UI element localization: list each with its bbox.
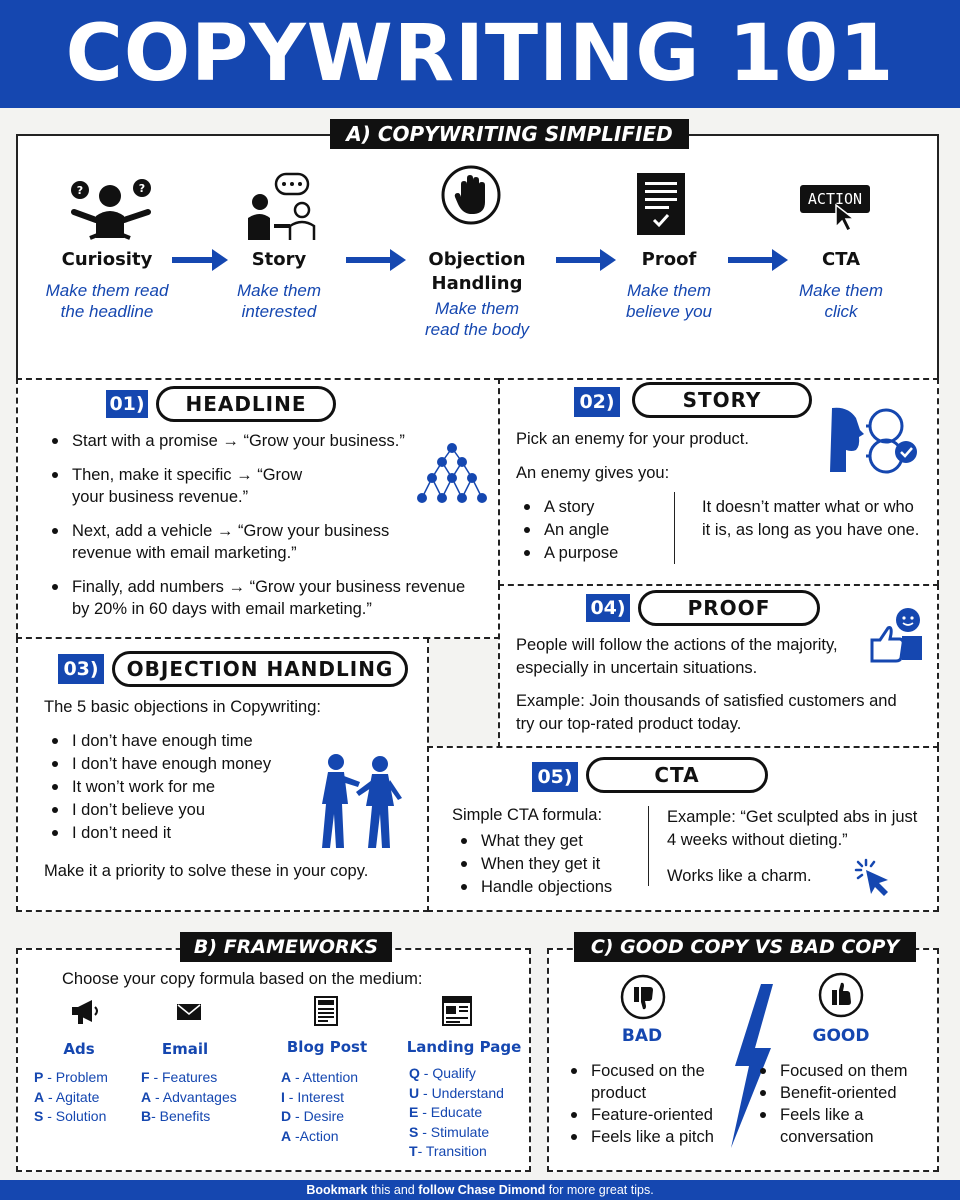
list-item: S - Solution [34,1108,107,1124]
svg-text:?: ? [138,182,146,195]
step-desc: Make them believe you [625,281,712,321]
section-title: PROOF [638,590,820,626]
bad-list [565,1060,735,1148]
action-cursor-icon [800,185,872,233]
section-number: 04) [586,594,630,622]
section-number: 01) [106,390,148,418]
footer-text: for more great tips. [545,1183,654,1197]
frameworks-intro: Choose your copy formula based on the medium: [62,970,423,988]
list-item: A - Attention [281,1069,359,1085]
section-number: 05) [532,762,578,792]
thumbs-down-icon [620,974,666,1020]
list-item: When they get it [455,853,612,875]
divider [648,806,649,886]
proof-text1: People will follow the actions of the majority, especially in uncertain situations. [516,636,838,677]
framework-list-ads [34,1068,108,1127]
list-item: Feels like a pitch [565,1126,735,1148]
step-desc: Make them interested [236,281,322,321]
framework-title: Landing Page [406,1038,522,1056]
list-item: Handle objections [455,876,612,898]
list-item: Focused on them [754,1060,924,1082]
step-curiosity [32,248,182,322]
step-title: Proof [641,249,697,270]
cta-list [455,830,612,898]
list-item: I - Interest [281,1088,345,1105]
step-objection [402,248,552,340]
flow-arrow [728,257,774,263]
storyteller-icon [246,172,320,242]
step-desc: Make them read the headline [45,281,169,321]
list-item: A purpose [518,542,618,564]
header-banner [0,0,960,108]
step-title: Curiosity [61,249,153,270]
section-title: OBJECTION HANDLING [112,651,408,687]
footer-bar [0,1180,960,1200]
story-note: It doesn’t matter what or who it is, as long as you have one. [702,498,920,539]
framework-title: Email [161,1040,209,1058]
step-cta [766,248,916,322]
thumbs-up-icon [818,972,864,1018]
action-badge: ACTION [800,185,870,213]
divider [674,492,675,564]
framework-list-landing [409,1064,504,1162]
list-item: F - Features [141,1069,218,1085]
list-item: What they get [455,830,612,852]
network-pyramid-icon [416,440,488,506]
svg-text:?: ? [76,184,84,197]
flow-arrow [346,257,392,263]
list-item: I don’t have enough money [46,753,271,775]
footer-follow-link[interactable]: follow Chase Dimond [418,1183,546,1197]
step-desc: Make them read the body [425,299,529,339]
list-item: Feature-oriented [565,1104,735,1126]
proof-text2: Example: Join thousands of satisfied customers and try our top-rated product today. [516,692,897,733]
section-title: STORY [632,382,812,418]
head-profile-icon [826,404,924,476]
section-title: CTA [586,757,768,793]
list-item: S - Stimulate [409,1123,490,1140]
section-a-label: A) COPYWRITING SIMPLIFIED [330,119,689,149]
objection-outro: Make it a priority to solve these in your copy. [44,862,369,880]
step-desc: Make them click [798,281,884,321]
arguing-people-icon [306,752,412,852]
section-title: HEADLINE [156,386,336,422]
list-item: An angle [518,519,618,541]
list-item: A - Advantages [141,1088,237,1105]
landing-page-icon [442,996,472,1026]
document-check-icon [636,172,686,236]
stop-hand-icon [440,164,502,226]
framework-title: Blog Post [286,1038,368,1056]
list-item: Next, add a vehicle → “Grow your business revenue with email marketing.” [46,520,486,564]
list-item: D - Desire [281,1108,345,1124]
curious-person-icon [66,176,156,242]
goodbad-label: C) GOOD COPY VS BAD COPY [574,932,916,962]
bad-title: BAD [621,1026,663,1046]
list-item: Benefit-oriented [754,1082,924,1104]
story-line2: An enemy gives you: [516,464,670,482]
step-title: Story [251,249,307,270]
list-item: A - Agitate [34,1088,100,1105]
list-item: It won’t work for me [46,776,271,798]
thumbs-up-smile-icon [868,606,924,664]
step-title: Objection Handling [428,249,526,294]
cta-note: Works like a charm. [667,867,812,885]
list-item: U - Understand [409,1084,504,1101]
story-line1: Pick an enemy for your product. [516,430,749,448]
cta-example: Example: “Get sculpted abs in just 4 weeks without dieting.” [667,808,918,849]
flow-arrow [172,257,214,263]
list-item: Then, make it specific → “Grow your business revenue.” [46,464,486,508]
objection-list [46,730,271,844]
list-item: I don’t need it [46,822,271,844]
framework-list-email [141,1068,237,1127]
list-item: Start with a promise → “Grow your business.” [46,430,486,452]
section-number: 02) [574,387,620,417]
framework-title: Ads [63,1040,95,1058]
list-item: B- Benefits [141,1108,211,1124]
click-cursor-icon [854,858,894,898]
list-item: P - Problem [34,1069,108,1085]
list-item: Focused on the product [565,1060,735,1104]
blog-document-icon [314,996,338,1026]
envelope-icon [176,1002,202,1022]
list-item: Finally, add numbers → “Grow your business revenue by 20% in 60 days with email marketing.” [46,576,486,620]
list-item: Q - Qualify [409,1065,476,1081]
list-item: E - Educate [409,1104,483,1120]
page-title: COPYWRITING 101 [65,9,895,99]
step-title: CTA [821,249,861,270]
cta-formula-label: Simple CTA formula: [452,806,603,824]
list-item: A -Action [281,1127,339,1144]
footer-text: this and [367,1183,419,1197]
frameworks-label: B) FRAMEWORKS [180,932,392,962]
list-item: I don’t have enough time [46,730,271,752]
list-item: Feels like a conversation [754,1104,924,1148]
good-title: GOOD [812,1026,870,1046]
list-item: A story [518,496,618,518]
objection-intro: The 5 basic objections in Copywriting: [44,698,321,716]
step-proof [594,248,744,322]
good-list [754,1060,924,1148]
footer-bookmark: Bookmark [306,1183,368,1197]
list-item: T- Transition [409,1143,487,1159]
framework-list-blog [281,1068,358,1146]
megaphone-icon [70,998,100,1026]
flow-arrow [556,257,602,263]
list-item: I don’t believe you [46,799,271,821]
section-number: 03) [58,654,104,684]
story-list [518,496,618,564]
cursor-arrow-icon [834,203,860,233]
